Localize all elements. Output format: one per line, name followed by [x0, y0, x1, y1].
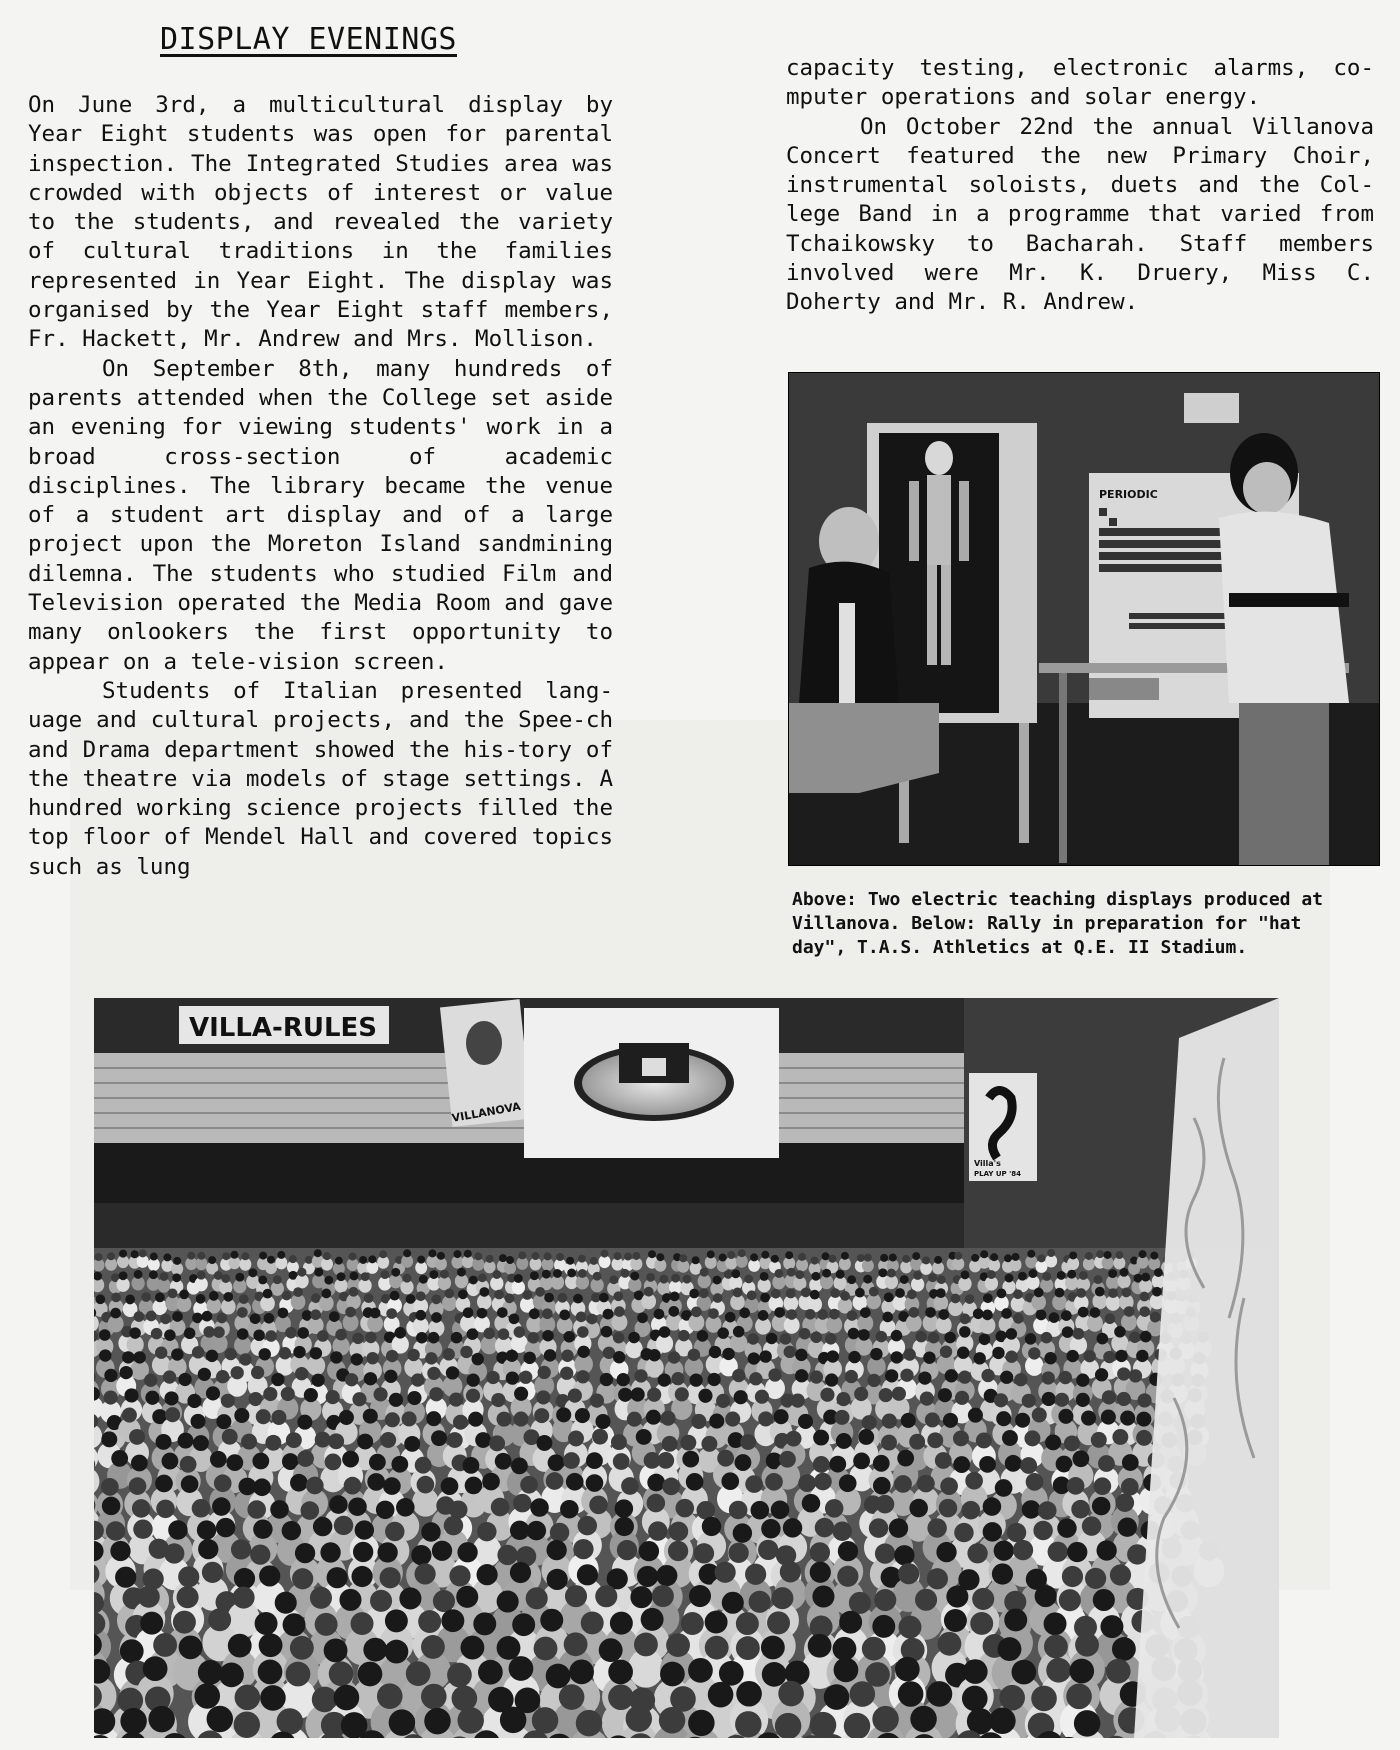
photo-rally-crowd: [94, 998, 1279, 1738]
left-column: [28, 91, 613, 882]
caption-line-3: day", T.A.S. Athletics at Q.E. II Stadium.: [792, 937, 1248, 958]
paragraph-june: On June 3rd, a multicultural display by Year Eight students was open for parental inspection. The Integrated Studies area was crowded with objects of interest or value to the students, and revealed the variety of cultural traditions in the families represented in Year Eight. The display was organised by the Year Eight staff members, Fr. Hackett, Mr. Andrew and Mrs. Mollison.: [28, 92, 613, 353]
paragraph-continued: capacity testing, electronic alarms, co-mputer operations and solar energy.: [786, 55, 1374, 111]
photo-rally-crowd-image: [94, 998, 1279, 1738]
paragraph-october: On October 22nd the annual Villanova Concert featured the new Primary Choir, instrumental soloists, duets and the Col-lege Band in a programme that varied from Tchaikowsky to Bacharah. Staff members involved were Mr. K. Druery, Miss C. Doherty and Mr. R. Andrew.: [786, 113, 1374, 316]
paragraph-italian: Students of Italian presented lang-uage and cultural projects, and the Spee-ch and Drama department showed the his-tory of the theatre via models of stage settings. A hundred working science projects filled the top floor of Mendel Hall and covered topics such as lung: [28, 677, 613, 880]
photo-teaching-displays-image: [789, 373, 1379, 865]
caption-line-1: Above: Two electric teaching displays produced at: [792, 889, 1324, 910]
photo-teaching-displays: [788, 372, 1380, 866]
periodic-sign-text: PERIODIC: [1099, 488, 1158, 501]
paragraph-september: On September 8th, many hundreds of parents attended when the College set aside an evening for viewing students' work in a broad cross-section of academic disciplines. The library became the venue of a student art display and of a large project upon the Moreton Island sandmining dilemna. The students who studied Film and Television operated the Media Room and gave many onlookers the first opportunity to appear on a tele-vision screen.: [28, 355, 613, 675]
villas-poster-subtext: PLAY UP '84: [974, 1170, 1021, 1178]
villanova-poster-text: VILLANOVA: [450, 1099, 522, 1125]
villas-poster-text: Villa's: [974, 1159, 1001, 1168]
right-column: [786, 54, 1374, 318]
article-title: DISPLAY EVENINGS: [160, 22, 457, 57]
caption-line-2: Villanova. Below: Rally in preparation for "hat: [792, 913, 1302, 934]
photo-caption: [792, 888, 1372, 960]
villa-rules-banner: VILLA-RULES: [189, 1013, 378, 1043]
